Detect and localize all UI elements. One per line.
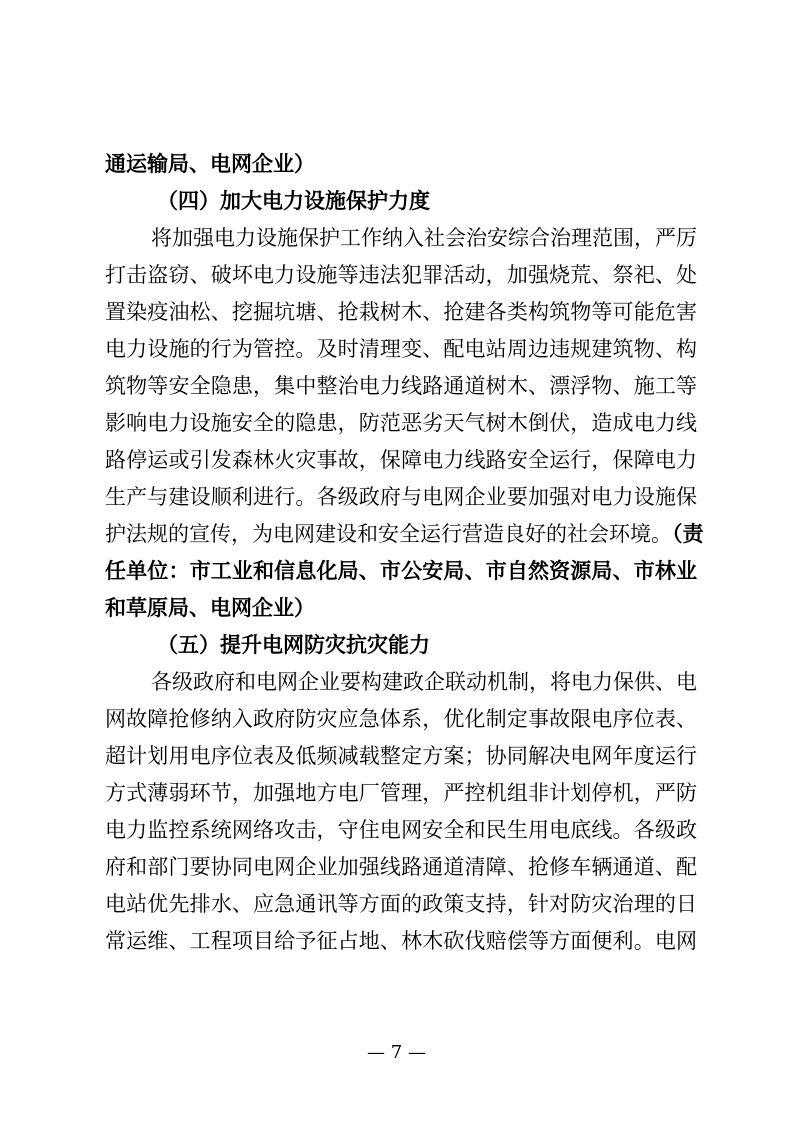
paragraph-line: 将加强电力设施保护工作纳入社会治安综合治理范围，严厉 [151,226,697,250]
page-body [105,146,704,960]
paragraph-line: 各级政府和电网企业要构建政企联动机制，将电力保供、电 [151,670,697,694]
responsible-units-continuation: 通运输局、电网企业） [105,152,315,176]
paragraph-line: 电力设施的行为管控。及时清理变、配电站周边违规建筑物、构 [105,337,697,361]
paragraph-line: 生产与建设顺利进行。各级政府与电网企业要加强对电力设施保 [105,485,697,509]
responsible-units-line: 和草原局、电网企业） [105,596,315,620]
responsible-units-start: （责 [672,522,704,546]
paragraph-line [105,516,704,553]
paragraph-line: 超计划用电序位表及低频减载整定方案；协同解决电网年度运行 [105,744,697,768]
paragraph-line: 电力监控系统网络攻击，守住电网安全和民生用电底线。各级政 [105,818,697,842]
paragraph-line: 方式薄弱环节，加强地方电厂管理，严控机组非计划停机，严防 [105,781,697,805]
responsible-units-line: 任单位：市工业和信息化局、市公安局、市自然资源局、市林业 [105,559,697,583]
paragraph-line: 置染疫油松、挖掘坑塘、抢栽树木、抢建各类构筑物等可能危害 [105,300,697,324]
section-heading-4: （四）加大电力设施保护力度 [157,189,430,213]
section-heading-5: （五）提升电网防灾抗灾能力 [157,633,430,657]
paragraph-line: 常运维、工程项目给予征占地、林木砍伐赔偿等方面便利。电网 [105,929,697,953]
page-number: — 7 — [367,1042,426,1063]
paragraph-line: 打击盗窃、破坏电力设施等违法犯罪活动，加强烧荒、祭祀、处 [105,263,697,287]
paragraph-line-text: 护法规的宣传，为电网建设和安全运行营造良好的社会环境。 [105,522,672,546]
paragraph-line: 影响电力设施安全的隐患，防范恶劣天气树木倒伏，造成电力线 [105,411,697,435]
paragraph-line: 网故障抢修纳入政府防灾应急体系，优化制定事故限电序位表、 [105,707,697,731]
paragraph-line: 府和部门要协同电网企业加强线路通道清障、抢修车辆通道、配 [105,855,697,879]
paragraph-line: 路停运或引发森林火灾事故，保障电力线路安全运行，保障电力 [105,448,697,472]
paragraph-line: 筑物等安全隐患，集中整治电力线路通道树木、漂浮物、施工等 [105,374,697,398]
paragraph-line: 电站优先排水、应急通讯等方面的政策支持，针对防灾治理的日 [105,892,697,916]
